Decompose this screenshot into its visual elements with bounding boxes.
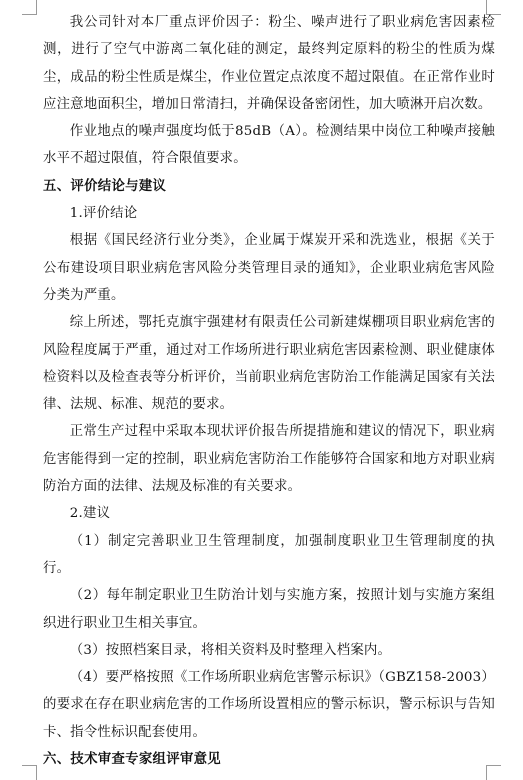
paragraph-industry-classification: 根据《国民经济行业分类》，企业属于煤炭开采和洗选业，根据《关于公布建设项目职业病危害风险分类管理目录的通知》，企业职业病危害风险分类为严重。 [43,233,495,303]
paragraph-noise-evaluation: 作业地点的噪声强度均低于85dB（A）。检测结果中岗位工种噪声接触水平不超过限值，符合限值要求。 [43,124,495,167]
paragraph-control-measures: 正常生产过程中采取本现状评价报告所提措施和建议的情况下，职业病危害能得到一定的控制，职业病危害防治工作能够符合国家和地方对职业病防治方面的法律、法规及标准的有关要求。 [43,424,495,495]
section-heading-conclusions: 五、评价结论与建议 [43,178,167,194]
recommendation-item: （1）制定完善职业卫生管理制度，加强制度职业卫生管理制度的执行。 [43,533,495,576]
subheading-recommendations: 2.建议 [69,506,111,522]
subheading-evaluation-conclusion: 1.评价结论 [69,206,138,222]
recommendation-item: （2）每年制定职业卫生防治计划与实施方案，按照计划与实施方案组织进行职业卫生相关事宜。 [43,588,495,631]
paragraph-summary: 综上所述，鄂托克旗宇强建材有限责任公司新建煤棚项目职业病危害的风险程度属于严重，通过对工作场所进行职业病危害因素检测、职业健康体检资料以及检查表等分析评价，当前职业病危害防治工作能满足国家有关法律、法规、标准、规范的要求。 [43,315,495,413]
recommendation-item: （4）要严格按照《工作场所职业病危害警示标识》（GBZ158-2003）的要求在存在职业病危害的工作场所设置相应的警示标识，警示标识与告知卡、指令性标识配套使用。 [43,670,495,740]
recommendation-item: （3）按照档案目录，将相关资料及时整理入档案内。 [69,642,392,658]
section-heading-expert-review: 六、技术审查专家组评审意见 [43,752,221,768]
paragraph-dust-evaluation: 我公司针对本厂重点评价因子：粉尘、噪声进行了职业病危害因素检测，进行了空气中游离二氧化硅的测定，最终判定原料的粉尘的性质为煤尘，成品的粉尘性质是煤尘，作业位置定点浓度不超过限值。在正常作业时应注意地面积尘，增加日常清扫，并确保设备密闭性，加大喷淋开启次数。 [43,15,495,112]
page-corner-mark [22,0,37,15]
page-corner-mark [22,765,37,780]
document-body [43,9,495,773]
